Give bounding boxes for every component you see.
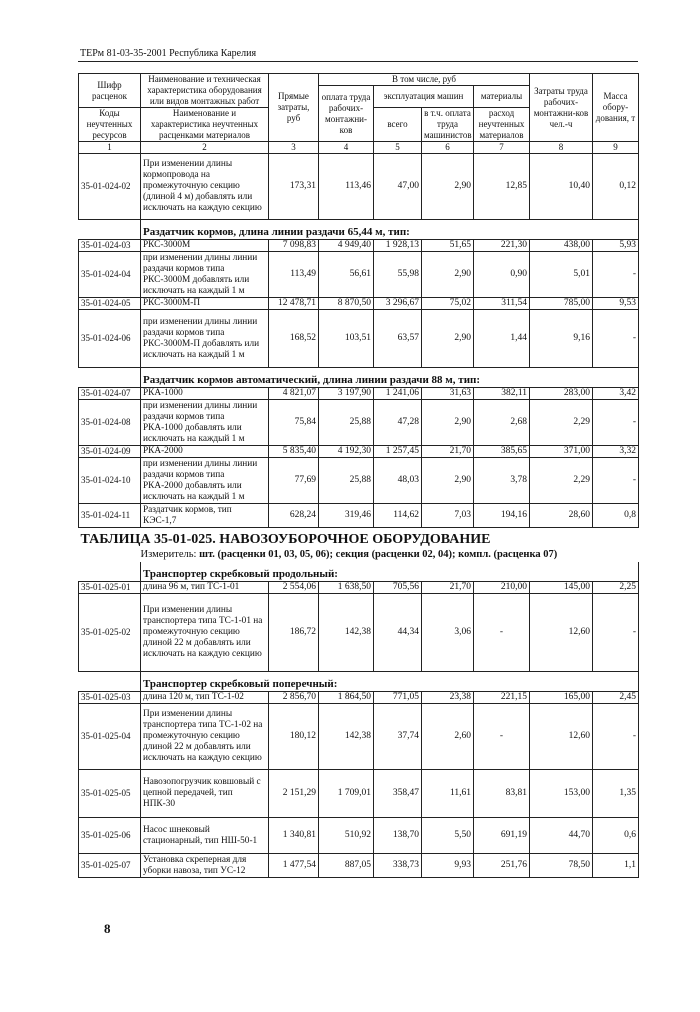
cell-direct: 5 835,40	[269, 446, 319, 458]
cell-materials: 12,85	[474, 154, 530, 220]
cell-mass: -	[593, 704, 639, 770]
cell-mass: 3,32	[593, 446, 639, 458]
cell-mass: -	[593, 310, 639, 368]
cell-direct: 7 098,83	[269, 240, 319, 252]
cell-wages: 1 638,50	[319, 582, 374, 594]
section-heading: Раздатчик кормов автоматический, длина линии раздачи 88 м, тип:	[141, 368, 639, 388]
row-code: 35-01-024-07	[79, 388, 141, 400]
table-row	[79, 400, 639, 446]
cell-wages: 25,88	[319, 458, 374, 504]
cell-mach-wages: 2,90	[422, 458, 474, 504]
table-row	[79, 692, 639, 704]
table-row	[79, 458, 639, 504]
cell-direct: 2 554,06	[269, 582, 319, 594]
cell-labor: 371,00	[530, 446, 593, 458]
cell-mach-wages: 9,93	[422, 854, 474, 878]
row-code: 35-01-025-05	[79, 770, 141, 818]
cell-labor: 438,00	[530, 240, 593, 252]
cell-labor: 5,01	[530, 252, 593, 298]
cell-mass: -	[593, 400, 639, 446]
row-description: При изменении длины транспортера типа ТС-1-02 на промежуточную секцию длиной 22 м добавлять или исключать на каждую секцию	[141, 704, 269, 770]
col-num: 1	[79, 142, 141, 154]
cell-mach-wages: 21,70	[422, 582, 474, 594]
cell-labor: 2,29	[530, 400, 593, 446]
table-row	[79, 504, 639, 528]
row-description: РКС-3000М-П	[141, 298, 269, 310]
section-heading: Транспортер скребковый поперечный:	[141, 672, 639, 692]
col-num: 3	[269, 142, 319, 154]
cell-materials: -	[474, 704, 530, 770]
cell-mach-wages: 21,70	[422, 446, 474, 458]
cell-wages: 4 949,40	[319, 240, 374, 252]
row-description: Установка скреперная для уборки навоза, тип УС-12	[141, 854, 269, 878]
cell-mach-wages: 2,90	[422, 252, 474, 298]
cell-mass: 1,35	[593, 770, 639, 818]
measure-text: шт. (расценки 01, 03, 05, 06); секция (расценки 02, 04); компл. (расценка 07)	[199, 549, 558, 560]
cell-mach-total: 705,56	[374, 582, 422, 594]
cell-mach-total: 47,28	[374, 400, 422, 446]
row-description: РКА-1000	[141, 388, 269, 400]
col-incl: В том числе, руб	[319, 74, 530, 86]
row-code: 35-01-025-02	[79, 594, 141, 672]
cell-mach-total: 48,03	[374, 458, 422, 504]
cell-materials: 221,30	[474, 240, 530, 252]
row-code: 35-01-024-03	[79, 240, 141, 252]
cell-labor: 9,16	[530, 310, 593, 368]
cell-mach-total: 138,70	[374, 818, 422, 854]
table-row	[79, 240, 639, 252]
row-code: 35-01-025-03	[79, 692, 141, 704]
measure-label: Измеритель:	[140, 549, 197, 560]
cell-mach-total: 1 241,06	[374, 388, 422, 400]
row-code: 35-01-025-06	[79, 818, 141, 854]
cell-labor: 28,60	[530, 504, 593, 528]
price-table	[78, 73, 639, 878]
cell-mach-wages: 2,90	[422, 154, 474, 220]
cell-direct: 2 151,29	[269, 770, 319, 818]
col-num: 6	[422, 142, 474, 154]
cell-labor: 10,40	[530, 154, 593, 220]
cell-mach-total: 3 296,67	[374, 298, 422, 310]
col-mach-wages: в т.ч. оплата труда машинистов	[422, 108, 474, 142]
cell-mach-wages: 23,38	[422, 692, 474, 704]
cell-mach-total: 358,47	[374, 770, 422, 818]
table-row	[79, 154, 639, 220]
table-row	[79, 310, 639, 368]
col-num: 7	[474, 142, 530, 154]
row-code: 35-01-024-08	[79, 400, 141, 446]
cell-mach-total: 47,00	[374, 154, 422, 220]
cell-wages: 142,38	[319, 594, 374, 672]
table-row	[79, 704, 639, 770]
cell-wages: 1 864,50	[319, 692, 374, 704]
cell-direct: 1 477,54	[269, 854, 319, 878]
cell-direct: 180,12	[269, 704, 319, 770]
cell-materials: 3,78	[474, 458, 530, 504]
cell-labor: 2,29	[530, 458, 593, 504]
cell-mass: 0,12	[593, 154, 639, 220]
row-description: при изменении длины линии раздачи кормов типа РКА-2000 добавлять или исключать на каждый 1 м	[141, 458, 269, 504]
cell-materials: 210,00	[474, 582, 530, 594]
col-num: 5	[374, 142, 422, 154]
cell-direct: 628,24	[269, 504, 319, 528]
cell-mach-total: 1 928,13	[374, 240, 422, 252]
table-row	[79, 582, 639, 594]
cell-labor: 145,00	[530, 582, 593, 594]
cell-materials: 691,19	[474, 818, 530, 854]
header-rule	[78, 61, 638, 62]
col-num: 2	[141, 142, 269, 154]
cell-direct: 77,69	[269, 458, 319, 504]
row-code: 35-01-024-11	[79, 504, 141, 528]
col-mass: Масса обору-дования, т	[593, 74, 639, 142]
cell-direct: 75,84	[269, 400, 319, 446]
cell-mass: 0,6	[593, 818, 639, 854]
section-heading: Транспортер скребковый продольный:	[141, 562, 639, 582]
cell-mach-wages: 51,65	[422, 240, 474, 252]
cell-mach-total: 37,74	[374, 704, 422, 770]
table-row	[79, 388, 639, 400]
cell-mass: 5,93	[593, 240, 639, 252]
cell-wages: 8 870,50	[319, 298, 374, 310]
cell-direct: 1 340,81	[269, 818, 319, 854]
cell-labor: 12,60	[530, 704, 593, 770]
row-code: 35-01-024-04	[79, 252, 141, 298]
row-description: При изменении длины кормопровода на промежуточную секцию (длиной 4 м) добавлять или исключать на каждую секцию	[141, 154, 269, 220]
cell-materials: 382,11	[474, 388, 530, 400]
cell-labor: 44,70	[530, 818, 593, 854]
section-heading: Раздатчик кормов, длина линии раздачи 65,44 м, тип:	[141, 220, 639, 240]
cell-wages: 56,61	[319, 252, 374, 298]
cell-labor: 78,50	[530, 854, 593, 878]
cell-mach-wages: 5,50	[422, 818, 474, 854]
cell-mass: -	[593, 594, 639, 672]
cell-labor: 785,00	[530, 298, 593, 310]
cell-wages: 510,92	[319, 818, 374, 854]
cell-mass: 2,25	[593, 582, 639, 594]
cell-direct: 186,72	[269, 594, 319, 672]
cell-wages: 25,88	[319, 400, 374, 446]
cell-mach-wages: 11,61	[422, 770, 474, 818]
row-description: РКС-3000М	[141, 240, 269, 252]
row-code: 35-01-025-07	[79, 854, 141, 878]
table-title: ТАБЛИЦА 35-01-025. НАВОЗОУБОРОЧНОЕ ОБОРУДОВАНИЕ	[80, 532, 491, 548]
col-mat-sub: расход неучтенных материалов	[474, 108, 530, 142]
cell-mass: 1,1	[593, 854, 639, 878]
row-code: 35-01-024-05	[79, 298, 141, 310]
col-name-top: Наименование и техническая характеристика оборудования или видов монтажных работ	[141, 74, 269, 108]
cell-materials: 221,15	[474, 692, 530, 704]
cell-materials: 251,76	[474, 854, 530, 878]
col-num: 4	[319, 142, 374, 154]
cell-wages: 887,05	[319, 854, 374, 878]
cell-mass: -	[593, 252, 639, 298]
cell-mach-total: 114,62	[374, 504, 422, 528]
cell-mass: 0,8	[593, 504, 639, 528]
row-code: 35-01-024-09	[79, 446, 141, 458]
col-labor: Затраты труда рабочих-монтажни-ков чел.-ч	[530, 74, 593, 142]
cell-materials: 194,16	[474, 504, 530, 528]
cell-direct: 2 856,70	[269, 692, 319, 704]
row-description: при изменении длины линии раздачи кормов типа РКА-1000 добавлять или исключать на каждый 1 м	[141, 400, 269, 446]
cell-mass: 9,53	[593, 298, 639, 310]
col-machines: эксплуатация машин	[374, 86, 474, 108]
cell-mach-wages: 2,60	[422, 704, 474, 770]
cell-direct: 12 478,71	[269, 298, 319, 310]
cell-materials: 311,54	[474, 298, 530, 310]
col-name-bottom: Наименование и характеристика неучтенных расценками материалов	[141, 108, 269, 142]
cell-mach-total: 771,05	[374, 692, 422, 704]
cell-direct: 173,31	[269, 154, 319, 220]
table-row	[79, 854, 639, 878]
col-code-top: Шифр расценок	[79, 74, 141, 108]
row-description: при изменении длины линии раздачи кормов типа РКС-3000М-П добавлять или исключать на каждый 1 м	[141, 310, 269, 368]
cell-wages: 113,46	[319, 154, 374, 220]
cell-mach-total: 63,57	[374, 310, 422, 368]
cell-mass: 2,45	[593, 692, 639, 704]
cell-mach-wages: 2,90	[422, 400, 474, 446]
col-wages: оплата труда рабочих-монтажни-ков	[319, 86, 374, 142]
cell-materials: -	[474, 594, 530, 672]
cell-mach-wages: 75,02	[422, 298, 474, 310]
row-description: При изменении длины транспортера типа ТС-1-01 на промежуточную секцию длиной 22 м добавлять или исключать на каждую секцию	[141, 594, 269, 672]
cell-mass: 3,42	[593, 388, 639, 400]
table-row	[79, 446, 639, 458]
table-row	[79, 818, 639, 854]
row-description: Навозопогрузчик ковшовый с цепной передачей, тип НПК-30	[141, 770, 269, 818]
row-description: Насос шнековый стационарный, тип НШ-50-1	[141, 818, 269, 854]
cell-labor: 283,00	[530, 388, 593, 400]
col-code-bottom: Коды неучтенных ресурсов	[79, 108, 141, 142]
page-number: 8	[104, 921, 111, 936]
cell-wages: 1 709,01	[319, 770, 374, 818]
cell-direct: 113,49	[269, 252, 319, 298]
col-num: 8	[530, 142, 593, 154]
row-description: длина 96 м, тип ТС-1-01	[141, 582, 269, 594]
cell-materials: 0,90	[474, 252, 530, 298]
cell-direct: 4 821,07	[269, 388, 319, 400]
row-code: 35-01-025-04	[79, 704, 141, 770]
cell-materials: 83,81	[474, 770, 530, 818]
cell-materials: 385,65	[474, 446, 530, 458]
document-header: ТЕРм 81-03-35-2001 Республика Карелия	[80, 48, 257, 59]
cell-mach-wages: 2,90	[422, 310, 474, 368]
table-row	[79, 298, 639, 310]
cell-mach-total: 55,98	[374, 252, 422, 298]
cell-direct: 168,52	[269, 310, 319, 368]
row-code: 35-01-024-10	[79, 458, 141, 504]
cell-mach-total: 44,34	[374, 594, 422, 672]
cell-wages: 103,51	[319, 310, 374, 368]
table-row	[79, 770, 639, 818]
row-code: 35-01-025-01	[79, 582, 141, 594]
cell-wages: 142,38	[319, 704, 374, 770]
col-mach-total: всего	[374, 108, 422, 142]
cell-mach-total: 1 257,45	[374, 446, 422, 458]
row-code: 35-01-024-06	[79, 310, 141, 368]
cell-wages: 4 192,30	[319, 446, 374, 458]
cell-mach-wages: 3,06	[422, 594, 474, 672]
cell-labor: 153,00	[530, 770, 593, 818]
col-direct: Прямые затраты, руб	[269, 74, 319, 142]
row-description: РКА-2000	[141, 446, 269, 458]
row-code: 35-01-024-02	[79, 154, 141, 220]
cell-mach-wages: 7,03	[422, 504, 474, 528]
cell-labor: 165,00	[530, 692, 593, 704]
col-num: 9	[593, 142, 639, 154]
col-materials: материалы	[474, 86, 530, 108]
table-row	[79, 594, 639, 672]
cell-mach-total: 338,73	[374, 854, 422, 878]
row-description: Раздатчик кормов, тип КЭС-1,7	[141, 504, 269, 528]
row-description: длина 120 м, тип ТС-1-02	[141, 692, 269, 704]
cell-wages: 3 197,90	[319, 388, 374, 400]
cell-mach-wages: 31,63	[422, 388, 474, 400]
table-row	[79, 252, 639, 298]
cell-labor: 12,60	[530, 594, 593, 672]
row-description: при изменении длины линии раздачи кормов типа РКС-3000М добавлять или исключать на каждый 1 м	[141, 252, 269, 298]
cell-wages: 319,46	[319, 504, 374, 528]
cell-materials: 1,44	[474, 310, 530, 368]
cell-materials: 2,68	[474, 400, 530, 446]
cell-mass: -	[593, 458, 639, 504]
